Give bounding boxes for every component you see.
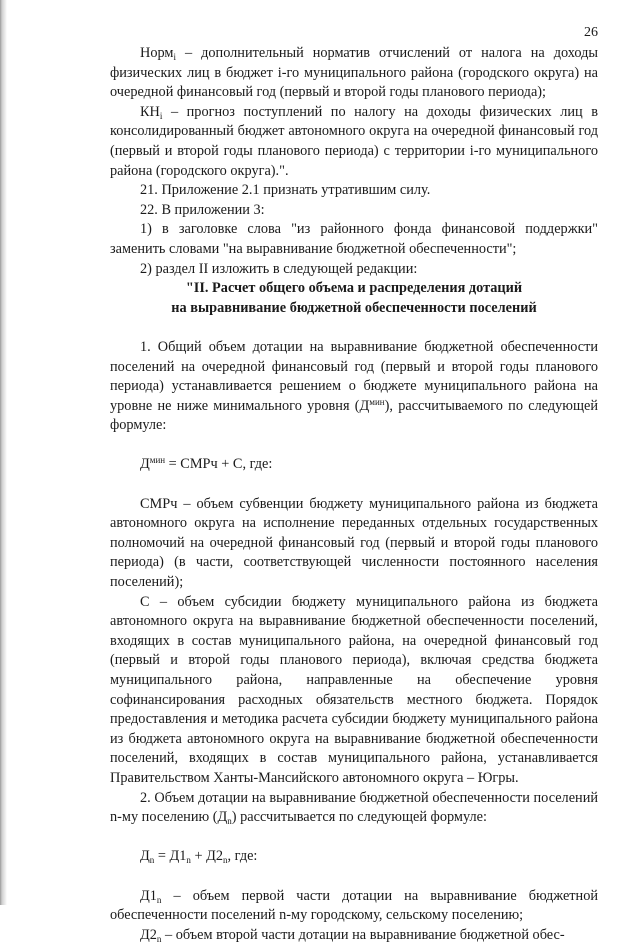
section-heading-line-2: на выравнивание бюджетной обеспеченности поселений (171, 299, 537, 316)
spacer (110, 828, 598, 848)
formula-dn: $Д_n = Д1_n + Д2_n$, где: (140, 848, 258, 866)
formula-dmin: $Д^{мин}$ = СМРч + С, где: (140, 455, 273, 473)
spacer (110, 318, 598, 338)
paragraph-item-21: 21. Приложение 2.1 признать утратившим силу. (140, 182, 431, 199)
spacer (110, 436, 598, 456)
paragraph-norm-definition: Норм$_i$ – дополнительный норматив отчислений от налога на доходы физических лиц в бюджет i-го муниципального района (городского округа) на очередной финансовый год (первый и второй годы планового периода); (110, 45, 598, 101)
paragraph-c-definition: С – объем субсидии бюджету муниципального района из бюджета автономного округа на выравнивание бюджетной обеспеченности поселений, входящих в состав муниципального района, на очередной финансовый год (первый и второй годы планового периода), включая средства бюджета муниципального района, направленные на обеспечение уровня софинансирования расходных обязательств местного бюджета. Порядок предоставления и методика расчета субсидии бюджету муниципального района из бюджета автономного округа на выравнивание бюджетной обеспеченности поселений, входящих в состав муниципального района, устанавливается Правительством Ханты-Мансийского автономного округа – Югры. (110, 593, 598, 786)
paragraph-d2-definition: $Д2_n$ – объем второй части дотации на выравнивание бюджетной обес- (140, 926, 565, 944)
binding-edge (0, 0, 8, 905)
paragraph-clause-2: 2. Объем дотации на выравнивание бюджетной обеспеченности поселений n-му поселению $(Д_n)$ рассчитывается по следующей формуле: (110, 789, 598, 827)
spacer (110, 475, 598, 495)
paragraph-d1-definition: $Д1_n$ – объем первой части дотации на выравнивание бюджетной обеспеченности поселений n-му городскому, сельскому поселению; (110, 887, 598, 924)
paragraph-item-22: 22. В приложении 3: (140, 201, 265, 218)
document-body (110, 44, 598, 945)
page-number: 26 (584, 25, 598, 40)
paragraph-subitem-2: 2) раздел II изложить в следующей редакции: (140, 260, 418, 277)
paragraph-kn-definition: $КН_i$ – прогноз поступлений по налогу на доходы физических лиц в консолидированный бюджет автономного округа на очередной финансовый год (первый и второй годы планового периода) с территории i-го муниципального района (городского округа).". (110, 103, 598, 179)
section-heading-line-1: "II. Расчет общего объема и распределения дотаций (185, 280, 523, 297)
paragraph-subitem-1: 1) в заголовке слова "из районного фонда финансовой поддержки" заменить словами "на выравнивание бюджетной обеспеченности"; (110, 221, 598, 257)
paragraph-clause-1: 1. Общий объем дотации на выравнивание бюджетной обеспеченности поселений на очередной финансовый год (первый и второй годы планового периода) устанавливается решением о бюджете муниципального района на уровне не ниже минимального уровня $(Д^{мин})$, рассчитываемого по следующей формуле: (110, 338, 598, 434)
paragraph-smr-definition: СМРч – объем субвенции бюджету муниципального района из бюджета автономного округа на исполнение переданных отдельных государственных полномочий на очередной финансовый год (первый и второй годы планового периода) (в части, соответствующей численности постоянного населения поселений); (110, 495, 598, 591)
spacer (110, 867, 598, 887)
